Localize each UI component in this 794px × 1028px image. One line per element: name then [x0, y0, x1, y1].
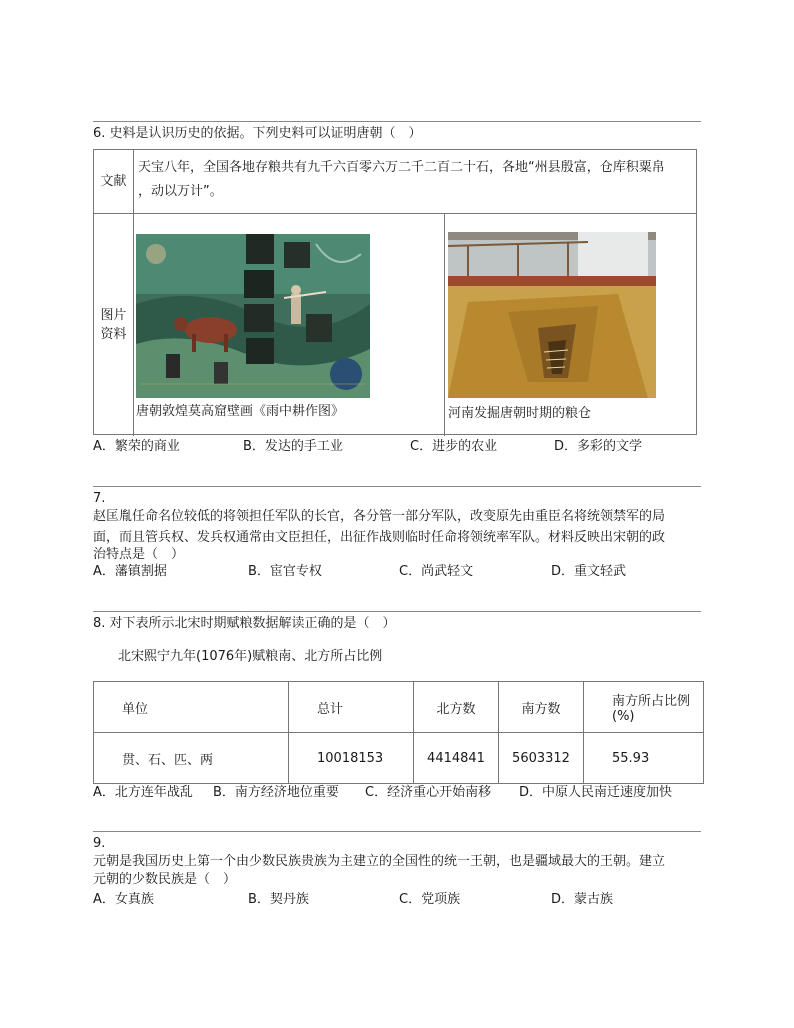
q9-stem-line-1: 元朝是我国历史上第一个由少数民族贵族为主建立的全国性的统一王朝，也是疆域最大的王朝。建立: [93, 854, 666, 869]
q6-picture-label: [94, 214, 134, 436]
q6-option-b[interactable]: B．发达的手工业: [243, 439, 343, 454]
header-north: 北方数: [414, 682, 499, 733]
q9-option-b[interactable]: B．契丹族: [248, 892, 309, 907]
tang-granary-image: [448, 232, 656, 398]
q9-option-c[interactable]: C．党项族: [399, 892, 461, 907]
q8-table-title: 北宋熙宁九年(1076年)赋粮南、北方所占比例: [118, 649, 383, 664]
q6-source-table: [93, 149, 697, 435]
q7-stem-line-1: 赵匡胤任命名位较低的将领担任军队的长官，各分管一部分军队，改变原先由重臣名将统领禁军的局: [93, 509, 666, 524]
q7-number: 7.: [93, 491, 106, 506]
q6-stem: 6. 史料是认识历史的依据。下列史料可以证明唐朝（ ）: [93, 126, 422, 141]
cell-north: 4414841: [414, 733, 499, 784]
q9-option-d[interactable]: D．蒙古族: [551, 892, 614, 907]
q7-option-c[interactable]: C．尚武轻文: [399, 564, 474, 579]
table-header-row: [94, 682, 704, 733]
q8-option-a[interactable]: A．北方连年战乱: [93, 785, 193, 800]
q6-picture-label-line-2: 资料: [100, 327, 127, 342]
q9-stem-line-2: 元朝的少数民族是（ ）: [93, 872, 237, 887]
divider: [93, 486, 701, 487]
q6-document-label: 文献: [94, 150, 134, 213]
q7-options: [93, 562, 701, 582]
q9-options: [93, 890, 701, 910]
divider: [93, 831, 701, 832]
q9-number: 9.: [93, 836, 106, 851]
header-unit: 单位: [94, 682, 289, 733]
cell-south-ratio: 55.93: [584, 733, 704, 784]
q7-option-b[interactable]: B．宦官专权: [248, 564, 322, 579]
q6-document-line-1: 天宝八年，全国各地存粮共有九千六百零六万二千二百二十石，各地“州县殷富，仓库积粟帛: [138, 160, 665, 175]
q8-stem: 8. 对下表所示北宋时期赋粮数据解读正确的是（ ）: [93, 616, 396, 631]
q8-options: [93, 783, 701, 803]
divider: [93, 611, 701, 612]
q7-stem-line-3: 治特点是（ ）: [93, 547, 185, 562]
header-south-ratio: 南方所占比例(%): [584, 682, 704, 733]
q8-option-b[interactable]: B．南方经济地位重要: [213, 785, 339, 800]
cell-total: 10018153: [289, 733, 414, 784]
dunhuang-mural-image: [136, 234, 370, 398]
header-total: 总计: [289, 682, 414, 733]
header-south: 南方数: [499, 682, 584, 733]
q6-document-line-2: ，动以万计”。: [138, 184, 223, 199]
q6-picture-row: [94, 214, 696, 436]
q8-data-table: [93, 681, 704, 784]
granary-caption: 河南发掘唐朝时期的粮仓: [448, 406, 592, 421]
q8-option-d[interactable]: D．中原人民南迁速度加快: [519, 785, 673, 800]
q6-document-row: [94, 150, 696, 214]
q6-picture-label-line-1: 图片: [100, 308, 127, 323]
mural-caption: 唐朝敦煌莫高窟壁画《雨中耕作图》: [136, 404, 345, 419]
cell-unit: 贯、石、匹、两: [94, 733, 289, 784]
cell-south: 5603312: [499, 733, 584, 784]
q6-option-c[interactable]: C．进步的农业: [410, 439, 498, 454]
q8-option-c[interactable]: C．经济重心开始南移: [365, 785, 492, 800]
q6-document-text: [138, 156, 694, 204]
q6-picture-divider: [444, 214, 445, 436]
table-row: [94, 733, 704, 784]
q7-option-a[interactable]: A．藩镇割据: [93, 564, 167, 579]
q7-option-d[interactable]: D．重文轻武: [551, 564, 627, 579]
q6-option-a[interactable]: A．繁荣的商业: [93, 439, 180, 454]
q6-option-d[interactable]: D．多彩的文学: [554, 439, 643, 454]
divider: [93, 121, 701, 122]
q7-stem-line-2: 面，而且管兵权、发兵权通常由文臣担任，出征作战则临时任命将领统率军队。材料反映出宋朝的政: [93, 530, 666, 545]
q9-option-a[interactable]: A．女真族: [93, 892, 154, 907]
q6-options: [93, 437, 701, 457]
